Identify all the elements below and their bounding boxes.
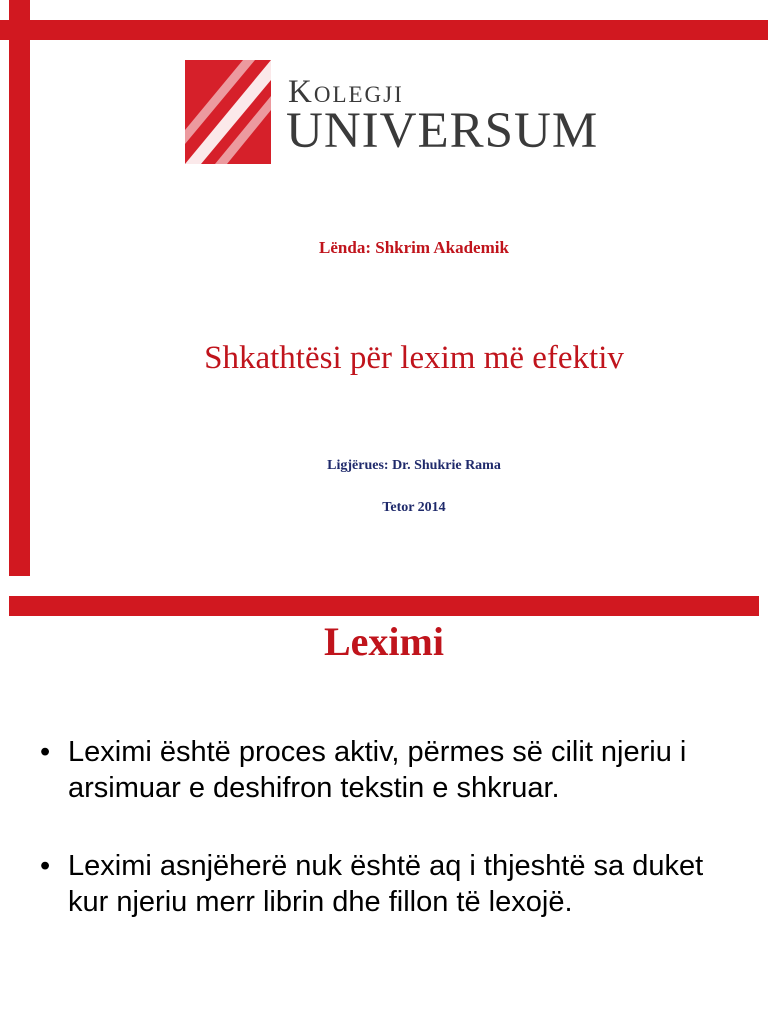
list-item — [40, 848, 740, 920]
vertical-accent-bar — [9, 0, 30, 576]
presentation-title: Shkathtësi për lexim më efektiv — [204, 340, 624, 376]
bullet-icon: • — [40, 736, 51, 768]
presentation-date: Tetor 2014 — [382, 500, 446, 515]
slide-title: Leximi — [324, 619, 444, 664]
slide-separator — [0, 576, 768, 590]
horizontal-accent-bar — [0, 20, 768, 40]
bullet-text: Leximi është proces aktiv, përmes së cilit njeriu i arsimuar e deshifron tekstin e shkruar. — [68, 736, 687, 804]
lecturer-name: Ligjërues: Dr. Shukrie Rama — [327, 458, 501, 473]
content-slide — [0, 590, 768, 1024]
bullet-list — [40, 734, 740, 920]
course-subject: Lënda: Shkrim Akademik — [319, 238, 509, 257]
list-item — [40, 734, 740, 806]
horizontal-accent-bar — [9, 596, 759, 616]
logo-text-universum: UNIVERSUM — [286, 103, 599, 159]
college-logo — [185, 60, 615, 164]
bullet-icon: • — [40, 850, 51, 882]
logo-text-kolegji: Kolegji — [288, 74, 404, 110]
logo-emblem-icon — [185, 60, 271, 164]
bullet-text: Leximi asnjëherë nuk është aq i thjeshtë sa duket kur njeriu merr librin dhe fillon të lexojë. — [68, 850, 704, 918]
